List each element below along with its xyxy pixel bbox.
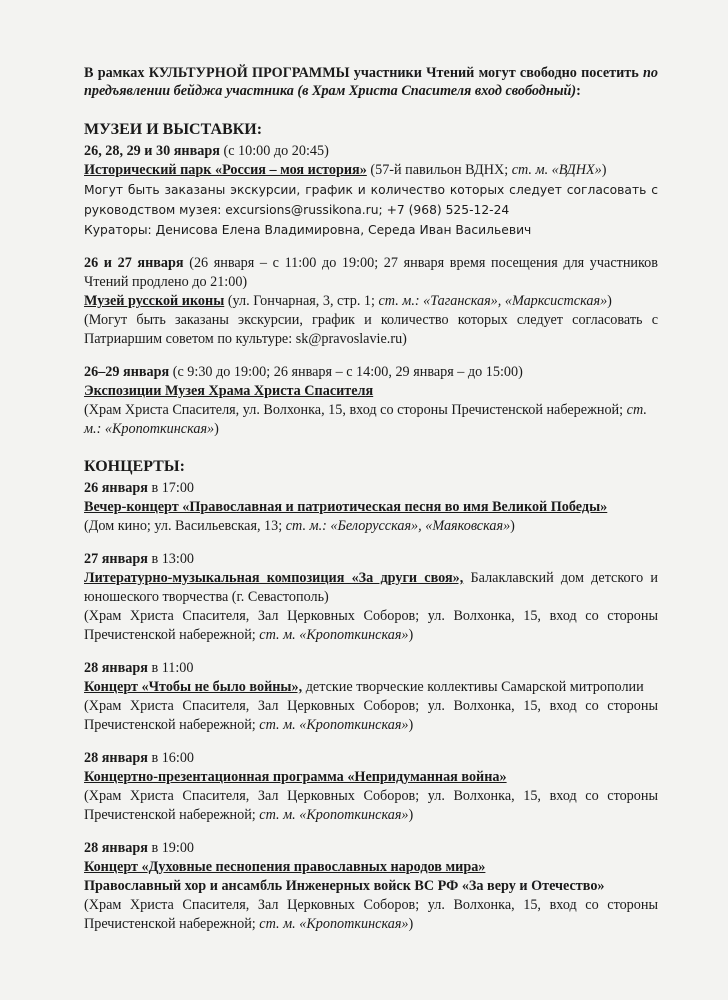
entry-performer: Балаклавский дом детского и юношеского творчества (г. Севастополь) [84, 570, 658, 605]
entry-date: 26 и 27 января [84, 255, 184, 271]
concerts-heading: КОНЦЕРТЫ: [84, 458, 185, 475]
museums-heading: МУЗЕИ И ВЫСТАВКИ: [84, 121, 263, 138]
entry-place: (Дом кино; ул. Васильевская, 13; [84, 518, 286, 534]
entry-title: Музей русской иконы [84, 293, 225, 309]
entry-date: 26, 28, 29 и 30 января [84, 143, 220, 159]
concert-entry-5 [84, 839, 658, 934]
entry-title: Вечер-концерт «Православная и патриотическая песня во имя Великой Победы» [84, 499, 608, 515]
entry-date: 28 января [84, 750, 148, 766]
entry-title: Концертно-презентационная программа «Непридуманная война» [84, 769, 507, 785]
concert-entry-4 [84, 749, 658, 825]
entry-time: в 13:00 [147, 551, 195, 567]
entry-title: Экспозиции Музея Храма Христа Спасителя [84, 383, 374, 399]
entry-place: (Храм Христа Спасителя, ул. Волхонка, 15, вход со стороны Пречистенской набережной; [84, 402, 627, 418]
entry-time: в 11:00 [147, 660, 194, 676]
entry-date: 26–29 января [84, 364, 170, 380]
entry-place: (Храм Христа Спасителя, Зал Церковных Соборов; ул. Волхонка, 15, вход со стороны Пречистенской набережной; [84, 608, 658, 643]
entry-note: (Могут быть заказаны экскурсии, график и количество которых следует согласовать с Патриаршим советом по культуре: sk@pravoslavie.ru) [84, 312, 658, 347]
entry-performer: Православный хор и ансамбль Инженерных войск ВС РФ «За веру и Отечество» [84, 878, 605, 894]
entry-time: в 16:00 [147, 750, 195, 766]
intro-paragraph [84, 64, 658, 100]
entry-metro: ст. м.: «Белорусская», «Маяковская» [285, 518, 511, 534]
entry-place: (Храм Христа Спасителя, Зал Церковных Соборов; ул. Волхонка, 15, вход со стороны Пречистенской набережной; [84, 698, 658, 733]
entry-metro: ст. м. «Кропоткинская» [259, 627, 409, 643]
entry-metro: ст. м.: «Таганская», «Марксистская» [378, 293, 608, 309]
entry-place: (ул. Гончарная, 3, стр. 1; [224, 293, 379, 309]
museum-entry-2 [84, 254, 658, 349]
entry-place: (57-й павильон ВДНХ; [366, 162, 512, 178]
entry-time: (с 9:30 до 19:00; 26 января – с 14:00, 29 января – до 15:00) [169, 364, 523, 380]
entry-place: (Храм Христа Спасителя, Зал Церковных Соборов; ул. Волхонка, 15, вход со стороны Пречистенской набережной; [84, 788, 658, 823]
entry-time: (26 января – с 11:00 до 19:00; 27 января время посещения для участников Чтений продлено до 21:00) [84, 255, 658, 290]
entry-place-end: ) [408, 627, 414, 643]
entry-title: Концерт «Духовные песнопения православных народов мира» [84, 859, 486, 875]
concert-entry-2 [84, 550, 658, 645]
intro-italic-text: по предъявлении бейджа участника (в Храм Христа Спасителя вход свободный) [84, 65, 658, 99]
entry-title: Концерт «Чтобы не было войны», [84, 679, 303, 695]
museum-entry-3 [84, 363, 658, 439]
entry-metro: ст. м. «Кропоткинская» [259, 717, 409, 733]
entry-date: 28 января [84, 660, 148, 676]
museum-entry-1 [84, 142, 658, 240]
entry-place-end: ) [408, 717, 414, 733]
entry-metro: ст. м.: «Кропоткинская» [84, 402, 647, 437]
concert-entry-1 [84, 479, 658, 536]
entry-place-end: ) [607, 293, 612, 309]
entry-title: Исторический парк «Россия – моя история» [84, 162, 367, 178]
entry-title: Литературно-музыкальная композиция «За други своя», [84, 570, 464, 586]
entry-note: Могут быть заказаны экскурсии, график и количество которых следует согласовать с руководством музея: excursions@russikona.ru; +7 (968) 525-12-24 [84, 183, 658, 217]
entry-metro: ст. м. «ВДНХ» [511, 162, 602, 178]
entry-performer: детские творческие коллективы Самарской митрополии [302, 679, 644, 695]
entry-time: (с 10:00 до 20:45) [219, 143, 329, 159]
intro-text: В рамках КУЛЬТУРНОЙ ПРОГРАММЫ участники Чтений могут свободно посетить [84, 65, 644, 81]
entry-time: в 17:00 [147, 480, 195, 496]
document-body [84, 64, 658, 948]
entry-date: 28 января [84, 840, 148, 856]
intro-colon: : [576, 83, 581, 99]
entry-place-end: ) [214, 421, 219, 437]
entry-place-end: ) [408, 807, 414, 823]
entry-time: в 19:00 [147, 840, 195, 856]
entry-metro: ст. м. «Кропоткинская» [259, 916, 409, 932]
entry-curators: Кураторы: Денисова Елена Владимировна, Середа Иван Васильевич [84, 223, 532, 237]
entry-date: 27 января [84, 551, 148, 567]
entry-place-end: ) [601, 162, 607, 178]
entry-place-end: ) [408, 916, 414, 932]
concert-entry-3 [84, 659, 658, 735]
entry-place-end: ) [510, 518, 515, 534]
entry-date: 26 января [84, 480, 148, 496]
entry-metro: ст. м. «Кропоткинская» [259, 807, 409, 823]
entry-place: (Храм Христа Спасителя, Зал Церковных Соборов; ул. Волхонка, 15, вход со стороны Пречистенской набережной; [84, 897, 658, 932]
